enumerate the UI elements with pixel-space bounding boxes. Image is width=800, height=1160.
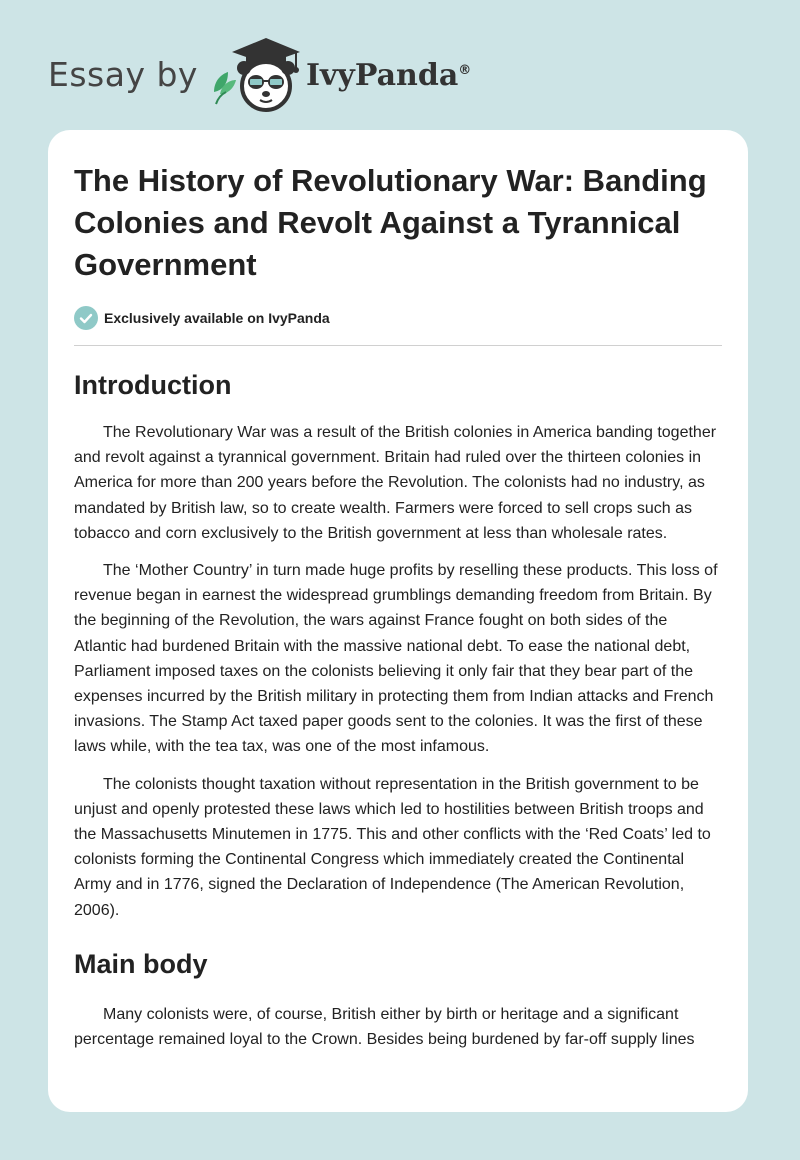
ivypanda-logo-icon [210, 34, 302, 114]
badge-text: Exclusively available on IvyPanda [104, 310, 330, 326]
essay-title: The History of Revolutionary War: Banding Colonies and Revolt Against a Tyrannical Government [74, 163, 707, 282]
brand-prefix: Essay by [48, 54, 198, 94]
section-heading-introduction: Introduction [74, 370, 232, 400]
paragraph: The colonists thought taxation without representation in the British government to be unjust and openly protested these laws which led to hostilities between British troops and the Massachusetts Minutemen in 1775. This and other conflicts with the ‘Red Coats’ led to colonists forming the Continental Congress which immediately created the Continental Army and in 1776, signed the Declaration of Independence (The American Revolution, 2006). [74, 775, 711, 919]
brand-name: IvyPanda® [305, 57, 472, 93]
paragraph: The Revolutionary War was a result of the British colonies in America banding together and revolt against a tyrannical government. Britain had ruled over the thirteen colonies in America for more than 200 years before the Revolution. The colonists had no industry, as mandated by British law, so to create wealth. Farmers were forced to sell crops such as tobacco and corn exclusively to the British government at less than wholesale rates. [74, 424, 717, 542]
check-circle-icon [74, 306, 98, 330]
paragraph: The ‘Mother Country’ in turn made huge profits by reselling these products. This loss of revenue began in earnest the widespread grumblings demanding freedom from Britain. By the beginning of the Revolution, the wars against France fought on both sides of the Atlantic had burdened Britain with the massive national debt. To ease the national debt, Parliament imposed taxes on the colonists believing it only fair that they bear part of the expenses incurred by the British military in protecting them from Indian attacks and French invasions. The Stamp Act taxed paper goods sent to the colonies. It was the first of these laws while, with the tea tax, was one of the most infamous. [74, 562, 718, 756]
essay-card [48, 130, 748, 1112]
brand-header [48, 34, 471, 114]
title-divider [74, 345, 722, 346]
registered-mark: ® [458, 62, 472, 78]
section-heading-main-body: Main body [74, 948, 208, 979]
exclusive-badge [74, 306, 722, 330]
paragraph: Many colonists were, of course, British either by birth or heritage and a significant percentage remained loyal to the Crown. Besides being burdened by far-off supply lines [74, 1005, 695, 1049]
